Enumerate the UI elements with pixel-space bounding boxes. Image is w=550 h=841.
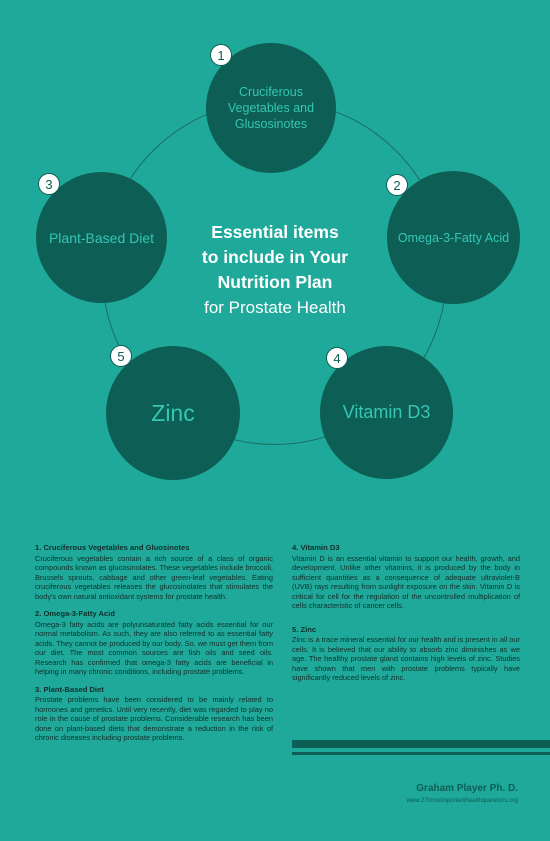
headline-line: to include in Your <box>201 247 349 267</box>
headline-line: Essential items <box>211 222 339 242</box>
divider-bar <box>292 740 550 748</box>
circle-omega3 <box>387 171 520 304</box>
section-body: Prostate problems have been considered to be mainly related to hormones and genetics. Until very recently, diet was regarded to play no role in the cause of prostate problems. Considerable research has been done on plant-based diets that demonstrate a reduction in the risk of chronic diseases including prostate problems. <box>35 695 273 742</box>
number-badge: 1 <box>210 44 232 66</box>
section-body: Omega-3 fatty acids are polyunsaturated fatty acids essential for our normal metabolism. As such, they are also referred to as essential fatty acids. They cannot be produced by our body. So, we must get them from our diet. The most common sources are fish oils and seed oils. Research has confirmed that omega-3 fatty acids are beneficial in helping in many chronic conditions, including prostate problems. <box>35 619 273 676</box>
section-title: 5. Zinc <box>292 624 317 634</box>
circle-label: Cruciferous Vegetables and Glusosinotes <box>227 85 315 131</box>
number-badge: 4 <box>326 347 348 369</box>
divider-bar-thin <box>292 752 550 755</box>
number-badge: 2 <box>386 174 408 196</box>
section-vitamin-d3 <box>292 543 520 611</box>
number-badge: 5 <box>110 345 132 367</box>
author-name: Graham Player Ph. D. <box>416 783 518 794</box>
circle-label: Plant-Based Diet <box>48 229 155 246</box>
number-badge: 3 <box>38 173 60 195</box>
headline-subtitle: for Prostate Health <box>204 298 346 317</box>
circle-label: Zinc <box>151 399 195 426</box>
section-body: Vitamin D is an essential vitamin to support our health, growth, and development. Unlike other vitamins, it is produced by the body in sufficient quantities as a consequence of adequate ultraviolet-B (UVB) rays resulting from sunlight exposure on the skin. Vitamin D is critical for cell for the regulation of the uncontrolled multiplication of cells characteristic of cancer cells. <box>292 553 520 610</box>
right-column <box>292 543 520 691</box>
headline <box>160 220 390 321</box>
section-cruciferous <box>35 543 273 601</box>
circle-zinc <box>106 346 240 480</box>
left-column <box>35 543 273 751</box>
section-plant-based <box>35 685 273 743</box>
website-url: www.27mostimportanthealthquestions.org <box>406 798 518 804</box>
section-title: 1. Cruciferous Vegetables and Gluosinotes <box>35 543 190 552</box>
section-zinc <box>292 625 520 683</box>
section-body: Zinc is a trace mineral essential for our health and is present in all our cells. It is believed that our ability to absorb zinc diminishes as we age. The healthy prostate gland contains high levels of zinc. Studies have shown that men with prostate problems typically have significantly reduced levels of zinc. <box>292 635 520 682</box>
section-title: 4. Vitamin D3 <box>292 543 340 552</box>
section-title: 2. Omega-3-Fatty Acid <box>35 609 115 618</box>
section-body: Cruciferous vegetables contain a rich source of a class of organic compounds known as glucosinolates. These vegetables include broccoli, Brussels sprouts, cabbage and other green-leaf vegetables. Eating cruciferous vegetables releases the glucosinolates that stimulates the body's own natural antioxidant systems for prostate health. <box>35 553 273 601</box>
circle-label: Omega-3-Fatty Acid <box>397 230 510 245</box>
section-omega3 <box>35 609 273 677</box>
headline-line: Nutrition Plan <box>217 272 333 292</box>
circle-label: Vitamin D3 <box>342 402 431 422</box>
section-title: 3. Plant-Based Diet <box>35 684 104 694</box>
